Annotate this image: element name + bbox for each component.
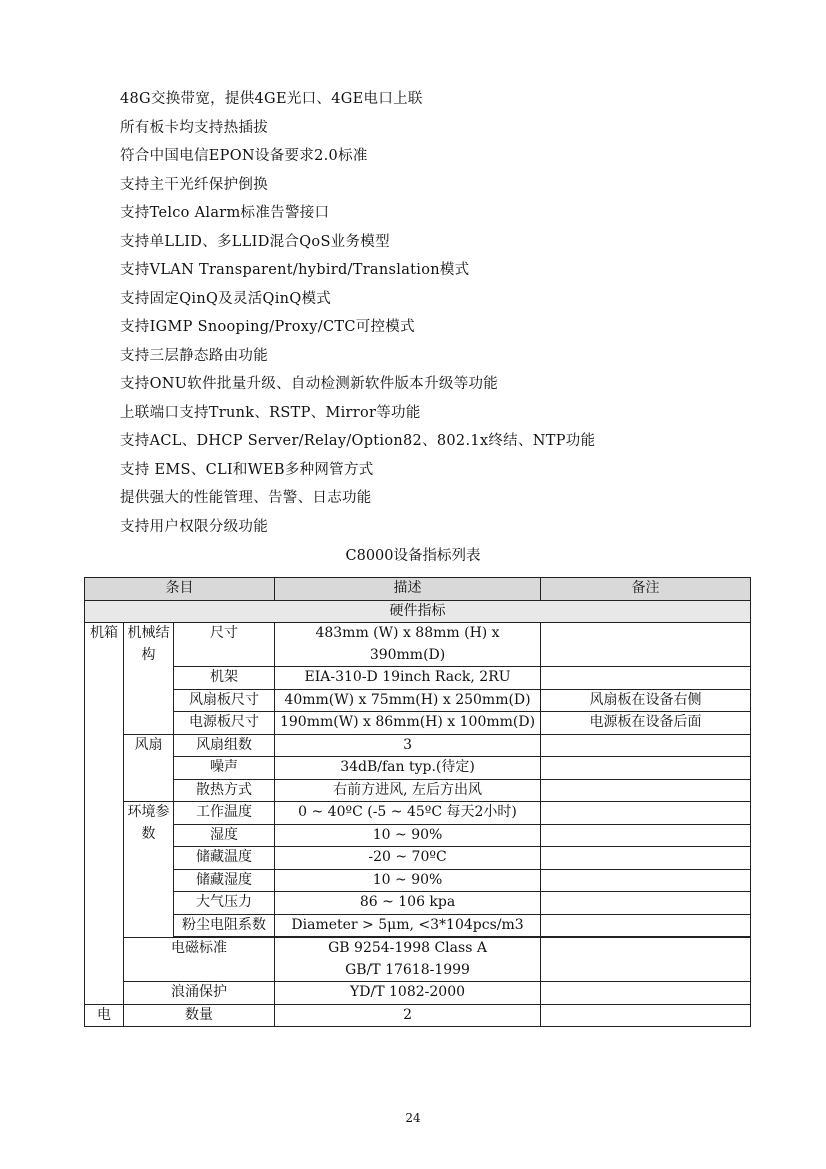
row-note <box>541 779 751 802</box>
row-desc: 2 <box>275 1004 541 1027</box>
row-item: 机架 <box>174 667 275 690</box>
row-item: 尺寸 <box>174 623 275 667</box>
row-note: 电源板在设备后面 <box>541 712 751 735</box>
row-item: 湿度 <box>174 824 275 847</box>
row-item: 大气压力 <box>174 892 275 915</box>
table-row <box>85 667 751 690</box>
row-desc: 0 ~ 40ºC (-5 ~ 45ºC 每天2小时) <box>275 802 541 825</box>
feature-item: 符合中国电信EPON设备要求2.0标准 <box>120 148 368 164</box>
feature-item: 支持IGMP Snooping/Proxy/CTC可控模式 <box>120 319 415 335</box>
feature-item: 上联端口支持Trunk、RSTP、Mirror等功能 <box>120 404 421 421</box>
row-item: 数量 <box>124 1004 275 1027</box>
row-item: 储藏湿度 <box>174 869 275 892</box>
row-note <box>541 757 751 780</box>
row-desc: 40mm(W) x 75mm(H) x 250mm(D) <box>275 689 541 712</box>
feature-item: 支持三层静态路由功能 <box>120 347 268 364</box>
row-item: 噪声 <box>174 757 275 780</box>
row-note <box>541 667 751 690</box>
group-mech: 机械结构 <box>124 623 174 735</box>
row-note <box>541 914 751 937</box>
table-header-row <box>85 578 751 601</box>
row-desc: 3 <box>275 734 541 757</box>
row-desc: YD/T 1082-2000 <box>275 982 541 1005</box>
table-row <box>85 869 751 892</box>
header-desc: 描述 <box>275 578 541 601</box>
row-item: 粉尘电阻系数 <box>174 914 275 937</box>
row-item: 储藏温度 <box>174 847 275 870</box>
group-surge: 浪涌保护 <box>124 982 275 1005</box>
emc-line-2: GB/T 17618-1999 <box>345 961 470 978</box>
feature-item: 支持Telco Alarm标准告警接口 <box>120 205 330 221</box>
row-note <box>541 938 751 982</box>
row-note: 风扇板在设备右侧 <box>541 689 751 712</box>
feature-item: 所有板卡均支持热插拔 <box>120 119 268 136</box>
table-row <box>85 757 751 780</box>
feature-item: 支持ACL、DHCP Server/Relay/Option82、802.1x终结、NTP功能 <box>120 433 596 449</box>
page-number: 24 <box>405 1111 421 1125</box>
table-caption: C8000设备指标列表 <box>345 548 481 564</box>
row-item: 散热方式 <box>174 779 275 802</box>
header-item: 条目 <box>85 578 275 601</box>
row-note <box>541 847 751 870</box>
feature-item: 支持VLAN Transparent/hybird/Translation模式 <box>120 262 470 278</box>
row-desc: 10 ~ 90% <box>275 824 541 847</box>
row-item: 风扇组数 <box>174 734 275 757</box>
feature-list <box>120 88 595 544</box>
row-item: 电源板尺寸 <box>174 712 275 735</box>
section-row <box>85 600 751 623</box>
row-desc: EIA-310-D 19inch Rack, 2RU <box>275 667 541 690</box>
row-desc: 34dB/fan typ.(待定) <box>275 757 541 780</box>
feature-item: 支持 EMS、CLI和WEB多种网管方式 <box>120 461 374 478</box>
feature-item: 支持用户权限分级功能 <box>120 518 268 535</box>
emc-line-1: GB 9254-1998 Class A <box>328 940 487 956</box>
table-row <box>85 623 751 667</box>
table-row <box>85 847 751 870</box>
row-note <box>541 802 751 825</box>
spec-table <box>84 577 751 1027</box>
table-row <box>85 734 751 757</box>
feature-item: 支持ONU软件批量升级、自动检测新软件版本升级等功能 <box>120 376 499 392</box>
row-desc: 483mm (W) x 88mm (H) x 390mm(D) <box>275 623 541 667</box>
row-desc: 86 ~ 106 kpa <box>275 892 541 915</box>
row-item: 风扇板尺寸 <box>174 689 275 712</box>
row-desc: 右前方进风, 左后方出风 <box>275 779 541 802</box>
feature-item: 支持固定QinQ及灵活QinQ模式 <box>120 290 332 307</box>
row-desc: -20 ~ 70ºC <box>275 847 541 870</box>
feature-item: 48G交换带宽，提供4GE光口、4GE电口上联 <box>120 91 423 107</box>
row-note <box>541 982 751 1005</box>
table-row <box>85 689 751 712</box>
table-row <box>85 938 751 982</box>
row-note <box>541 734 751 757</box>
table-row <box>85 1004 751 1027</box>
table-row <box>85 892 751 915</box>
table-row <box>85 914 751 937</box>
row-note <box>541 892 751 915</box>
group-power: 电 <box>85 1004 124 1027</box>
header-note: 备注 <box>541 578 751 601</box>
group-fan: 风扇 <box>124 734 174 802</box>
group-env: 环境参数 <box>124 802 174 938</box>
table-row <box>85 982 751 1005</box>
row-note <box>541 869 751 892</box>
row-note <box>541 824 751 847</box>
row-note <box>541 623 751 667</box>
row-desc: 10 ~ 90% <box>275 869 541 892</box>
section-title: 硬件指标 <box>85 600 751 623</box>
row-desc: Diameter > 5μm, <3*104pcs/m3 <box>275 914 541 937</box>
table-row <box>85 824 751 847</box>
table-row <box>85 802 751 825</box>
group-chassis: 机箱 <box>85 623 124 1005</box>
feature-item: 支持单LLID、多LLID混合QoS业务模型 <box>120 233 390 250</box>
feature-item: 支持主干光纤保护倒换 <box>120 176 268 193</box>
row-note <box>541 1004 751 1027</box>
row-desc: 190mm(W) x 86mm(H) x 100mm(D) <box>275 712 541 735</box>
feature-item: 提供强大的性能管理、告警、日志功能 <box>120 490 372 506</box>
row-desc <box>275 938 541 982</box>
row-item: 工作温度 <box>174 802 275 825</box>
group-emc: 电磁标准 <box>124 938 275 982</box>
table-row <box>85 712 751 735</box>
table-row <box>85 779 751 802</box>
